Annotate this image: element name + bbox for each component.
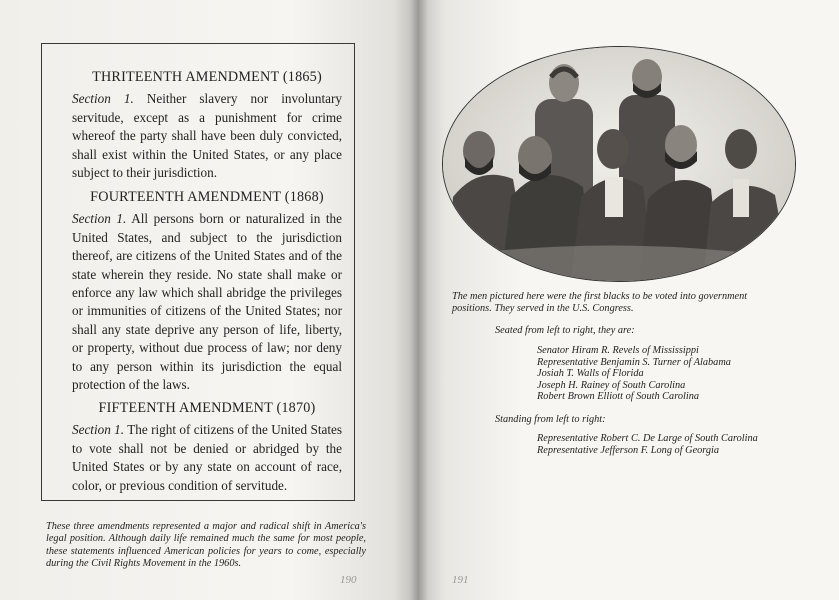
book-gutter: [410, 0, 428, 600]
amendment-body: All persons born or naturalized in the United States, and subject to the jurisdiction thereof, are citizens of the United States and of the state wherein they reside. No state shall make or enforce any law which shall abridge the privileges or immunities of citizens of the United States; nor shall any state deprive any person of life, liberty, or property, without due process of law; nor deny to any person within its jurisdiction the equal protection of the laws.: [72, 211, 342, 393]
seated-heading: Seated from left to right, they are:: [495, 325, 635, 336]
amendment-title: THRITEENTH AMENDMENT (1865): [92, 69, 322, 85]
amendment-text: [72, 421, 342, 495]
page-number-left: 190: [340, 574, 357, 586]
amendment-title: FIFTEENTH AMENDMENT (1870): [98, 400, 316, 416]
list-item: Senator Hiram R. Revels of Mississippi: [537, 345, 699, 356]
amendment-body: Neither slavery nor involuntary servitude, except as a punishment for crime whereof the party shall have been duly convicted, shall exist within the United States, or any place subject to their jurisdiction.: [72, 91, 342, 181]
portrait-illustration: [443, 47, 795, 281]
thirteenth-amendment: [72, 68, 342, 182]
fourteenth-amendment: [72, 188, 342, 394]
section-label: Section 1.: [72, 91, 134, 107]
left-page: [0, 0, 419, 600]
page-number-right: 191: [452, 574, 469, 586]
list-item: Representative Benjamin S. Turner of Alabama: [537, 356, 731, 368]
fifteenth-amendment: [72, 399, 342, 495]
standing-heading: Standing from left to right:: [495, 414, 606, 425]
amendments-caption: These three amendments represented a major and radical shift in America's legal position. Although daily life remained much the same for most people, these statements influenced American policies for years to come, especially during the Civil Rights Movement in the 1960s.: [46, 521, 366, 570]
seated-list: [537, 345, 731, 403]
amendments-box: [41, 43, 355, 501]
standing-list: [537, 433, 758, 456]
photo-caption: The men pictured here were the first blacks to be voted into government positions. They served in the U.S. Congress.: [452, 291, 748, 315]
amendment-title: FOURTEENTH AMENDMENT (1868): [90, 189, 324, 205]
list-item: Representative Robert C. De Large of South Carolina: [537, 433, 758, 444]
list-item: Representative Jefferson F. Long of Georgia: [537, 444, 720, 456]
section-label: Section 1.: [72, 211, 127, 227]
list-item: Robert Brown Elliott of South Carolina: [537, 391, 699, 403]
portrait-engraving: [442, 46, 796, 282]
section-label: Section 1.: [72, 422, 125, 438]
list-item: Josiah T. Walls of Florida: [537, 368, 644, 380]
amendment-body: The right of citizens of the United States to vote shall not be denied or abridged by the United States or by any state on account of race, color, or previous condition of servitude.: [72, 422, 342, 493]
amendment-text: [72, 210, 342, 394]
list-item: Joseph H. Rainey of South Carolina: [537, 379, 686, 391]
amendment-text: [72, 90, 342, 182]
